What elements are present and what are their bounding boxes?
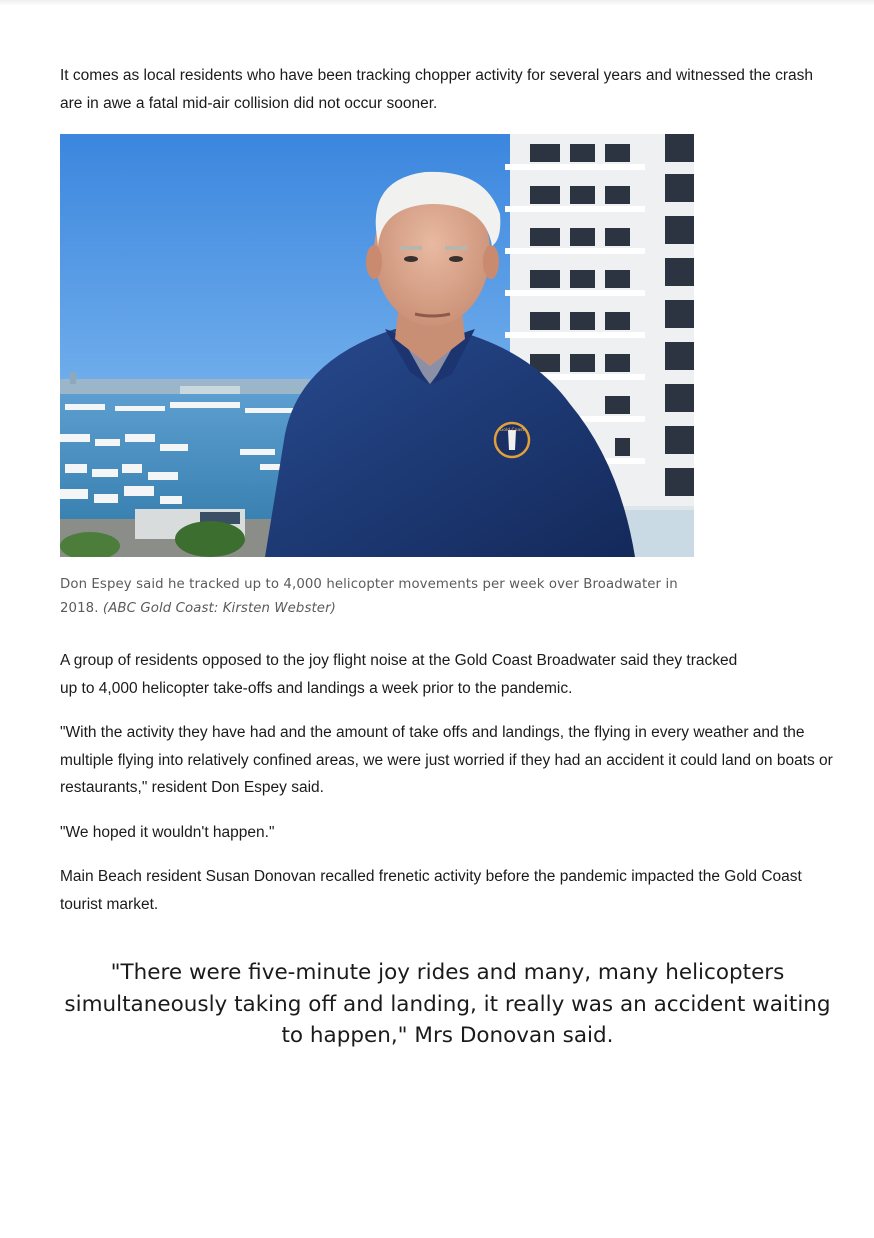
- pull-quote: "There were five-minute joy rides and many, many helicopters simultaneously taking off and landing, it really was an accident waiting to happen," Mrs Donovan said.: [64, 960, 831, 1048]
- paragraph-espey-quote: "With the activity they have had and the amount of take offs and landings, the flying in every weather and the multiple flying into relatively confined areas, we were just worried if they had an accident it could land on boats or restaurants," resident Don Espey said.: [60, 724, 833, 796]
- paragraph-hoped: "We hoped it wouldn't happen.": [60, 823, 275, 841]
- paragraph-group: A group of residents opposed to the joy flight noise at the Gold Coast Broadwater said they tracked up to 4,000 helicopter take-offs and landings a week prior to the pandemic.: [60, 652, 738, 697]
- caption-text: Don Espey said he tracked up to 4,000 helicopter movements per week over Broadwater in 2018.: [60, 577, 678, 616]
- article-figure: [60, 134, 835, 621]
- photo-don-espey: [60, 134, 694, 557]
- paragraph-intro: It comes as local residents who have been tracking chopper activity for several years and witnessed the crash are in awe a fatal mid-air collision did not occur sooner.: [60, 67, 813, 112]
- article-body: [60, 62, 835, 1073]
- caption-credit: (ABC Gold Coast: Kirsten Webster): [102, 601, 336, 616]
- paragraph-donovan: Main Beach resident Susan Donovan recalled frenetic activity before the pandemic impacted the Gold Coast tourist market.: [60, 868, 802, 913]
- image-caption: [60, 573, 700, 621]
- top-divider: [0, 0, 874, 6]
- shirt-logo-text: Gold Coast: [499, 428, 525, 433]
